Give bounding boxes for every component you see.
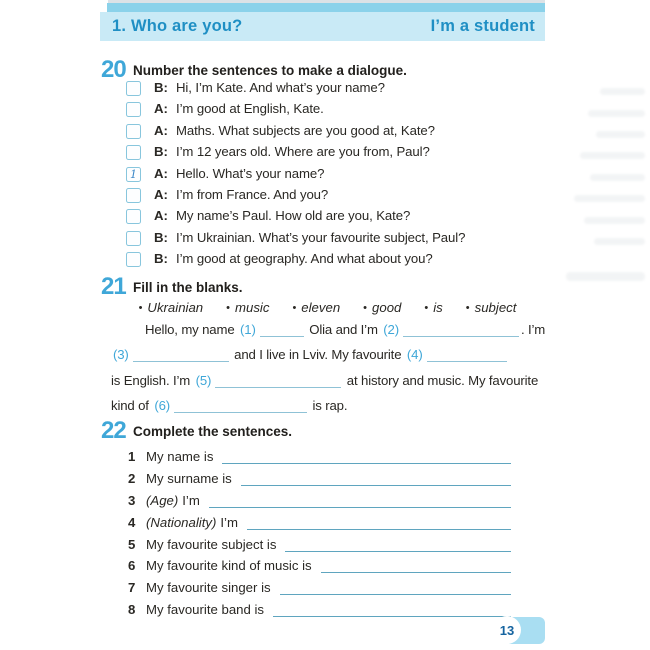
order-checkbox[interactable] — [126, 124, 141, 139]
fill-blank[interactable] — [427, 346, 507, 362]
dialogue-row — [126, 208, 551, 229]
dialogue-text: I’m 12 years old. Where are you from, Paul? — [176, 144, 430, 160]
exercise-22-title: Complete the sentences. — [133, 424, 293, 439]
showthrough-mark — [584, 217, 645, 224]
fill-blank[interactable] — [260, 321, 304, 337]
paragraph-text: is rap. — [309, 397, 348, 413]
unit-subtitle: I’m a student — [430, 17, 535, 35]
order-checkbox[interactable] — [126, 102, 141, 117]
dialogue-row — [126, 80, 551, 101]
fill-blank[interactable] — [174, 397, 307, 413]
fill-line — [111, 320, 547, 345]
bullet-icon: • — [363, 302, 368, 314]
dialogue-text: Maths. What subjects are you good at, Kate? — [176, 122, 435, 138]
item-number: 2 — [128, 470, 136, 486]
dialogue-text: I’m from France. And you? — [176, 186, 329, 202]
dialogue-text: I’m good at English, Kate. — [176, 101, 324, 117]
item-prefix: (Age) — [146, 492, 179, 508]
answer-line[interactable] — [209, 492, 511, 508]
paragraph-text: at history and music. My favourite — [343, 372, 539, 388]
sentence-row — [128, 514, 511, 536]
speaker-label: B: — [154, 251, 168, 267]
word-bank-item — [292, 300, 340, 315]
item-label: My surname is — [146, 470, 232, 486]
sentence-row — [128, 448, 511, 470]
showthrough-mark — [594, 238, 645, 245]
word-bank-word: is — [433, 300, 443, 315]
dialogue-row — [126, 251, 551, 272]
item-label: I’m — [220, 514, 238, 530]
dialogue-text: My name’s Paul. How old are you, Kate? — [176, 208, 411, 224]
answer-line[interactable] — [241, 470, 511, 486]
item-label: My favourite band is — [146, 602, 265, 618]
dialogue-row — [126, 166, 551, 187]
dialogue-list — [126, 80, 551, 273]
dialogue-text: Hello. What’s your name? — [176, 165, 325, 181]
answer-line[interactable] — [321, 557, 511, 573]
item-number: 5 — [128, 536, 136, 552]
word-bank-item — [424, 300, 442, 315]
speaker-label: B: — [154, 80, 168, 95]
item-number: 8 — [128, 602, 136, 618]
blank-number: (3) — [113, 347, 129, 363]
speaker-label: A: — [154, 208, 168, 224]
page-number: 13 — [493, 616, 521, 644]
complete-sentences-list — [128, 448, 511, 623]
bullet-icon: • — [226, 302, 230, 314]
item-number: 7 — [128, 580, 136, 596]
speaker-label: A: — [154, 122, 168, 138]
blank-number: (1) — [240, 322, 256, 337]
order-checkbox[interactable] — [126, 252, 141, 267]
word-bank-word: subject — [474, 300, 517, 315]
item-number: 3 — [128, 492, 136, 508]
speaker-label: A: — [154, 186, 168, 202]
sentence-row — [128, 470, 511, 492]
sentence-row — [128, 579, 511, 601]
answer-line[interactable] — [247, 514, 511, 530]
paragraph-text: kind of — [111, 397, 153, 413]
exercise-21-title: Fill in the blanks. — [133, 280, 243, 295]
bullet-icon: • — [292, 302, 297, 314]
order-checkbox[interactable] — [126, 209, 141, 224]
fill-line — [111, 371, 547, 396]
unit-title: 1. Who are you? — [112, 17, 243, 35]
showthrough-mark — [588, 110, 645, 117]
paragraph-text: is English. I’m — [111, 372, 194, 388]
dialogue-text: Hi, I’m Kate. And what’s your name? — [176, 80, 385, 95]
sentence-row — [128, 601, 511, 623]
answer-line[interactable] — [273, 601, 511, 617]
item-label: My name is — [146, 449, 214, 464]
word-bank-word: good — [372, 300, 402, 315]
item-label: My favourite kind of music is — [146, 558, 312, 574]
fill-blank[interactable] — [133, 346, 229, 362]
bullet-icon: • — [465, 302, 470, 314]
dialogue-row — [126, 123, 551, 144]
order-checkbox[interactable]: 1 — [126, 167, 141, 182]
speaker-label: B: — [154, 144, 168, 160]
dialogue-row — [126, 144, 551, 165]
item-label: My favourite singer is — [146, 580, 271, 596]
exercise-21-number: 21 — [101, 273, 126, 300]
paragraph-text: Olia and I’m — [305, 322, 382, 337]
blank-number: (4) — [406, 347, 423, 363]
word-bank-word: music — [235, 300, 270, 315]
blank-number: (6) — [154, 397, 170, 413]
blank-number: (2) — [383, 322, 399, 337]
word-bank-item — [466, 300, 517, 315]
dialogue-text: I’m good at geography. And what about you? — [176, 251, 433, 267]
order-checkbox[interactable] — [126, 145, 141, 160]
bullet-icon: • — [424, 302, 429, 314]
item-number: 1 — [128, 449, 136, 464]
showthrough-mark — [600, 88, 645, 95]
paragraph-text: Hello, my name — [145, 322, 239, 337]
word-bank-word: Ukrainian — [147, 300, 204, 315]
speaker-label: A: — [154, 165, 168, 181]
item-number: 6 — [128, 558, 136, 574]
dialogue-row — [126, 230, 551, 251]
order-checkbox[interactable] — [126, 81, 141, 96]
fill-paragraph — [111, 320, 547, 421]
word-bank — [130, 300, 525, 315]
item-prefix: (Nationality) — [146, 514, 217, 530]
sentence-row — [128, 492, 511, 514]
exercise-20-number: 20 — [101, 56, 126, 83]
bullet-icon: • — [138, 302, 143, 314]
answer-line[interactable] — [280, 579, 511, 595]
sentence-row — [128, 536, 511, 558]
exercise-20-title: Number the sentences to make a dialogue. — [133, 63, 407, 78]
exercise-22-number: 22 — [101, 417, 126, 444]
order-checkbox[interactable] — [126, 231, 141, 246]
speaker-label: B: — [154, 229, 168, 245]
fill-line — [111, 345, 547, 370]
word-bank-item — [139, 300, 204, 315]
dialogue-text: I’m Ukrainian. What’s your favourite subject, Paul? — [176, 229, 466, 245]
paragraph-text: . I’m — [520, 322, 546, 337]
item-number: 4 — [128, 514, 136, 530]
unit-banner — [100, 2, 545, 40]
word-bank-item — [363, 300, 401, 315]
showthrough-mark — [574, 195, 645, 202]
answer-line[interactable] — [285, 536, 511, 552]
showthrough-mark — [566, 272, 645, 281]
answer-line[interactable] — [222, 448, 511, 464]
showthrough-mark — [596, 131, 645, 138]
banner-accent-strip — [107, 3, 545, 12]
dialogue-row — [126, 101, 551, 122]
blank-number: (5) — [195, 372, 212, 388]
item-label: My favourite subject is — [146, 536, 277, 552]
fill-blank[interactable] — [403, 321, 519, 337]
fill-blank[interactable] — [215, 372, 341, 388]
dialogue-row — [126, 187, 551, 208]
banner-band — [100, 12, 545, 41]
speaker-label: A: — [154, 101, 168, 117]
paragraph-text: and I live in Lviv. My favourite — [230, 347, 405, 363]
sentence-row — [128, 557, 511, 579]
word-bank-word: eleven — [301, 300, 341, 315]
showthrough-mark — [590, 174, 645, 181]
item-label: I’m — [182, 492, 200, 508]
order-checkbox[interactable] — [126, 188, 141, 203]
showthrough-mark — [580, 152, 645, 159]
word-bank-item — [226, 300, 269, 315]
fill-line — [111, 396, 547, 421]
